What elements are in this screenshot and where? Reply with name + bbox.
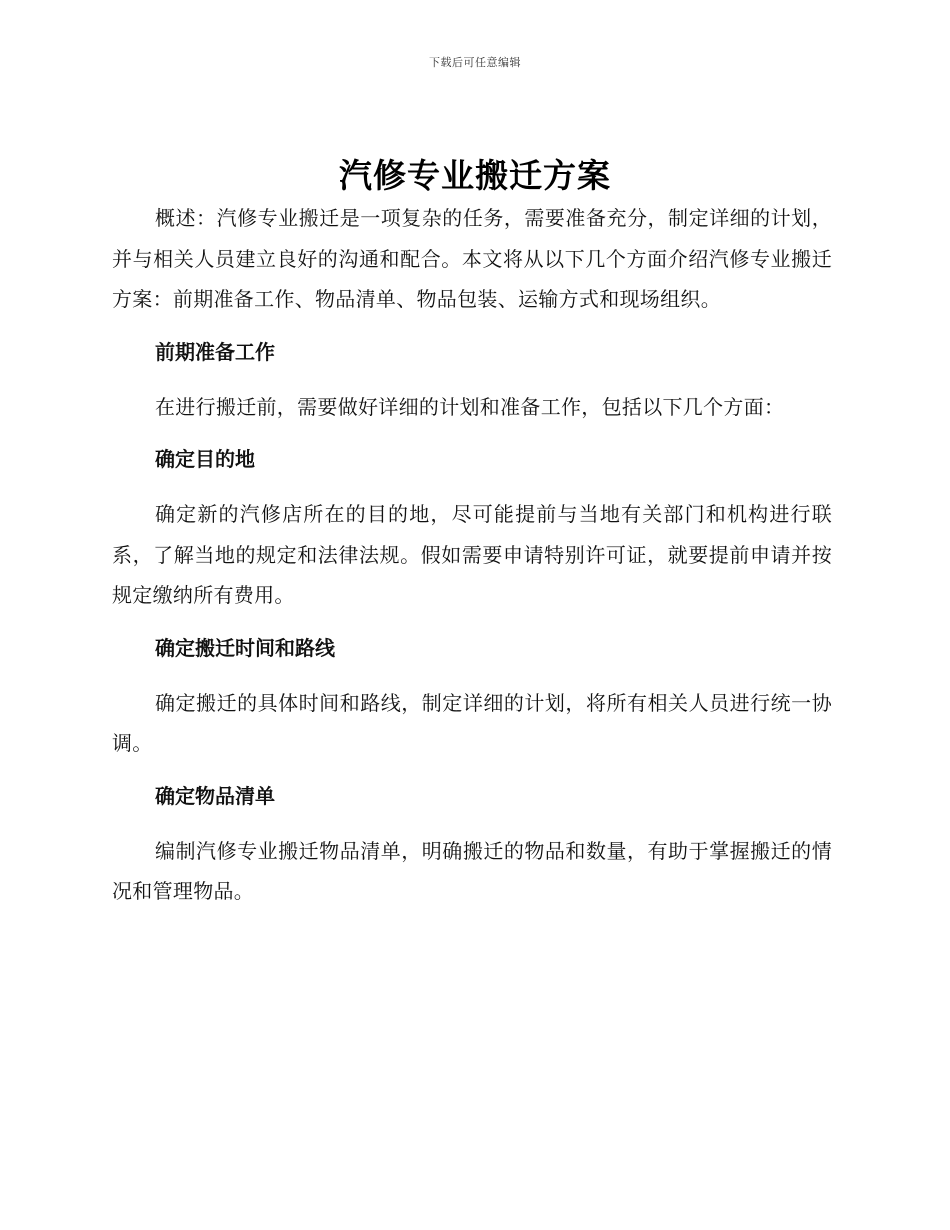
section-heading-prep: 前期准备工作 [155, 339, 275, 364]
section-text-destination: 确定新的汽修店所在的目的地，尽可能提前与当地有关部门和机构进行联系，了解当地的规定和法律法规。假如需要申请特别许可证，就要提前申请并按规定缴纳所有费用。 [112, 502, 832, 607]
section-heading-inventory: 确定物品清单 [155, 783, 275, 808]
section-text-inventory: 编制汽修专业搬迁物品清单，明确搬迁的物品和数量，有助于掌握搬迁的情况和管理物品。 [112, 838, 832, 903]
document-body [112, 198, 832, 912]
section-text-prep: 在进行搬迁前，需要做好详细的计划和准备工作，包括以下几个方面： [155, 394, 785, 419]
document-title: 汽修专业搬迁方案 [339, 156, 611, 195]
header-note: 下载后可任意编辑 [429, 56, 521, 69]
intro-paragraph: 概述：汽修专业搬迁是一项复杂的任务，需要准备充分，制定详细的计划，并与相关人员建立良好的沟通和配合。本文将从以下几个方面介绍汽修专业搬迁方案：前期准备工作、物品清单、物品包装、运输方式和现场组织。 [112, 206, 832, 311]
section-text-schedule: 确定搬迁的具体时间和路线，制定详细的计划，将所有相关人员进行统一协调。 [112, 690, 832, 755]
section-heading-destination: 确定目的地 [155, 447, 255, 471]
section-heading-schedule: 确定搬迁时间和路线 [155, 635, 335, 660]
